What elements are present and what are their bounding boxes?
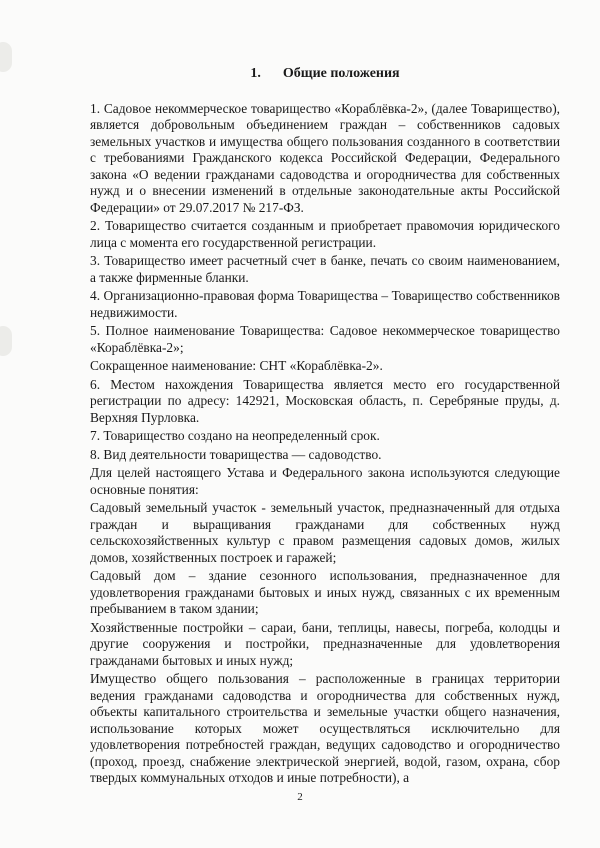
paragraph: Для целей настоящего Устава и Федерального закона используются следующие основные понятия: bbox=[90, 465, 560, 497]
punch-hole-mark bbox=[0, 326, 12, 356]
paragraph: Сокращенное наименование: СНТ «Кораблёвка-2». bbox=[90, 358, 383, 373]
paragraph: 3. Товарищество имеет расчетный счет в банке, печать со своим наименованием, а также фирменные бланки. bbox=[90, 253, 560, 285]
paragraph: 4. Организационно-правовая форма Товарищества – Товарищество собственников недвижимости. bbox=[90, 288, 560, 320]
paragraph: 5. Полное наименование Товарищества: Садовое некоммерческое товарищество «Кораблёвка-2»; bbox=[90, 323, 560, 355]
paragraph: 1. Садовое некоммерческое товарищество «Кораблёвка-2», (далее Товарищество), является добровольным объединением граждан – собственников садовых земельных участков и имущества общего пользования созданного в соответствии с требованиями Гражданского кодекса Российской Федерации, Федерального закона «О ведении гражданами садоводства и огородничества для собственных нужд и о внесении изменений в отдельные законодательные акты Российской Федерации» от 29.07.2017 № 217-ФЗ. bbox=[90, 100, 560, 215]
paragraph: Садовый земельный участок - земельный участок, предназначенный для отдыха граждан и выращивания гражданами для собственных нужд сельскохозяйственных культур с правом размещения садовых домов, жилых домов, хозяйственных построек и гаражей; bbox=[90, 500, 560, 565]
punch-hole-mark bbox=[0, 42, 12, 72]
section-number: 1. bbox=[250, 66, 261, 81]
section-title: Общие положения bbox=[282, 66, 400, 81]
paragraph: Садовый дом – здание сезонного использования, предназначенное для удовлетворения гражданами бытовых и иных нужд, связанных с их временным пребыванием в таком здании; bbox=[90, 568, 560, 616]
document-body bbox=[90, 66, 560, 789]
paragraph: 7. Товарищество создано на неопределенный срок. bbox=[90, 428, 380, 443]
paragraph: 8. Вид деятельности товарищества — садоводство. bbox=[90, 446, 382, 462]
paragraph: 2. Товарищество считается созданным и приобретает правомочия юридического лица с момента его государственной регистрации. bbox=[90, 218, 560, 250]
page-number: 2 bbox=[297, 791, 303, 803]
section-heading bbox=[90, 66, 560, 83]
paragraph: Имущество общего пользования – расположенные в границах территории ведения гражданами садоводства и огородничества для собственных нужд, объекты капитального строительства и земельные участки общего назначения, использование которых может осуществляться исключительно для удовлетворения потребностей граждан, ведущих садоводство и огородничество (проход, проезд, снабжение электрической энергией, водой, газом, охрана, сбор твердых коммунальных отходов и иные потребности), а bbox=[90, 671, 560, 785]
paragraph: Хозяйственные постройки – сараи, бани, теплицы, навесы, погреба, колодцы и другие сооружения и постройки, предназначенные для удовлетворения гражданами бытовых и иных нужд; bbox=[90, 619, 560, 668]
paragraph: 6. Местом нахождения Товарищества является место его государственной регистрации по адресу: 142921, Московская область, п. Серебряные пруды, д. Верхняя Пурловка. bbox=[90, 376, 560, 425]
